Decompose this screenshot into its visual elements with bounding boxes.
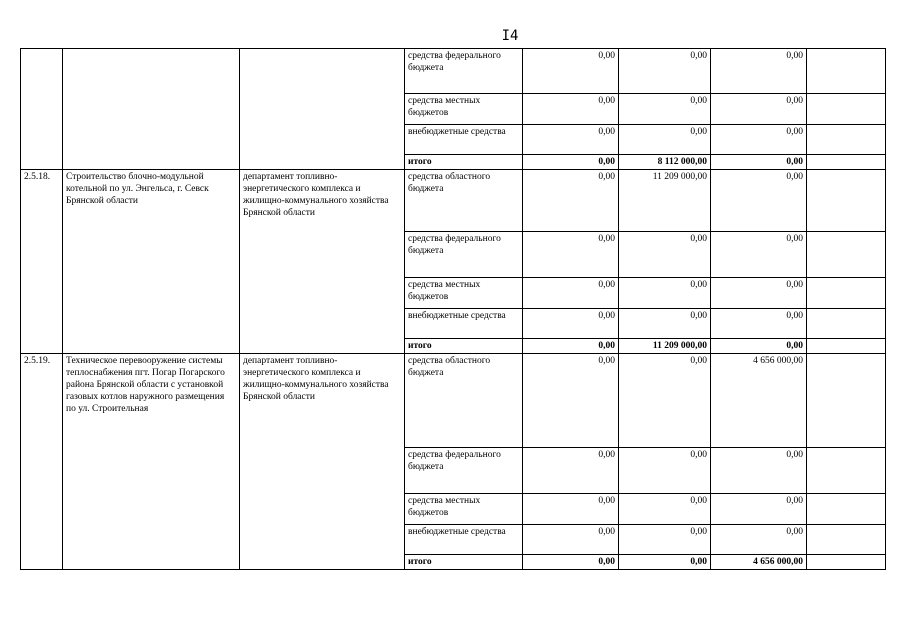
value-cell: 8 112 000,00 — [619, 155, 711, 170]
source-cell: средства местных бюджетов — [405, 278, 523, 309]
executor-cell: департамент топливно-энергетического комплекса и жилищно-коммунального хозяйства Брянской области — [240, 170, 405, 354]
source-cell: средства местных бюджетов — [405, 494, 523, 525]
value-cell: 0,00 — [619, 278, 711, 309]
code-cell — [21, 49, 63, 170]
empty-cell — [807, 494, 886, 525]
source-cell: итого — [405, 555, 523, 570]
empty-cell — [807, 232, 886, 278]
value-cell: 4 656 000,00 — [711, 354, 807, 448]
value-cell: 0,00 — [523, 94, 619, 125]
empty-cell — [807, 49, 886, 94]
value-cell: 0,00 — [711, 339, 807, 354]
empty-cell — [807, 339, 886, 354]
source-cell: средства федерального бюджета — [405, 232, 523, 278]
table-row — [21, 49, 886, 94]
executor-cell: департамент топливно-энергетического комплекса и жилищно-коммунального хозяйства Брянской области — [240, 354, 405, 570]
value-cell: 0,00 — [523, 494, 619, 525]
source-cell: итого — [405, 339, 523, 354]
budget-table — [20, 48, 886, 570]
value-cell: 0,00 — [523, 309, 619, 339]
empty-cell — [807, 525, 886, 555]
value-cell: 0,00 — [523, 525, 619, 555]
value-cell: 0,00 — [711, 170, 807, 232]
source-cell: внебюджетные средства — [405, 309, 523, 339]
value-cell: 0,00 — [711, 448, 807, 494]
empty-cell — [807, 125, 886, 155]
value-cell: 0,00 — [523, 448, 619, 494]
code-cell: 2.5.18. — [21, 170, 63, 354]
value-cell: 0,00 — [523, 155, 619, 170]
value-cell: 0,00 — [619, 125, 711, 155]
executor-cell — [240, 49, 405, 170]
value-cell: 0,00 — [523, 555, 619, 570]
value-cell: 0,00 — [711, 49, 807, 94]
value-cell: 0,00 — [711, 94, 807, 125]
empty-cell — [807, 555, 886, 570]
empty-cell — [807, 278, 886, 309]
value-cell: 0,00 — [711, 309, 807, 339]
value-cell: 0,00 — [523, 278, 619, 309]
empty-cell — [807, 309, 886, 339]
source-cell: внебюджетные средства — [405, 125, 523, 155]
value-cell: 0,00 — [523, 354, 619, 448]
value-cell: 0,00 — [523, 49, 619, 94]
page-number: I4 — [501, 28, 519, 44]
source-cell: средства федерального бюджета — [405, 49, 523, 94]
value-cell: 0,00 — [711, 155, 807, 170]
code-cell: 2.5.19. — [21, 354, 63, 570]
value-cell: 0,00 — [619, 354, 711, 448]
name-cell: Техническое перевооружение системы теплоснабжения пгт. Погар Погарского района Брянской области с установкой газовых котлов наружного размещения по ул. Строительная — [63, 354, 240, 570]
name-cell: Строительство блочно-модульной котельной по ул. Энгельса, г. Севск Брянской области — [63, 170, 240, 354]
value-cell: 0,00 — [523, 170, 619, 232]
value-cell: 4 656 000,00 — [711, 555, 807, 570]
value-cell: 0,00 — [619, 494, 711, 525]
empty-cell — [807, 94, 886, 125]
value-cell: 11 209 000,00 — [619, 170, 711, 232]
source-cell: внебюджетные средства — [405, 525, 523, 555]
value-cell: 0,00 — [523, 339, 619, 354]
empty-cell — [807, 155, 886, 170]
value-cell: 0,00 — [619, 525, 711, 555]
value-cell: 0,00 — [619, 94, 711, 125]
source-cell: средства областного бюджета — [405, 170, 523, 232]
table-row — [21, 170, 886, 232]
value-cell: 0,00 — [619, 555, 711, 570]
source-cell: средства федерального бюджета — [405, 448, 523, 494]
value-cell: 0,00 — [619, 232, 711, 278]
table-row — [21, 354, 886, 448]
value-cell: 11 209 000,00 — [619, 339, 711, 354]
value-cell: 0,00 — [711, 494, 807, 525]
value-cell: 0,00 — [523, 125, 619, 155]
value-cell: 0,00 — [711, 232, 807, 278]
value-cell: 0,00 — [523, 232, 619, 278]
value-cell: 0,00 — [711, 125, 807, 155]
value-cell: 0,00 — [619, 49, 711, 94]
empty-cell — [807, 354, 886, 448]
value-cell: 0,00 — [619, 309, 711, 339]
value-cell: 0,00 — [619, 448, 711, 494]
source-cell: итого — [405, 155, 523, 170]
empty-cell — [807, 448, 886, 494]
empty-cell — [807, 170, 886, 232]
value-cell: 0,00 — [711, 278, 807, 309]
name-cell — [63, 49, 240, 170]
value-cell: 0,00 — [711, 525, 807, 555]
source-cell: средства местных бюджетов — [405, 94, 523, 125]
source-cell: средства областного бюджета — [405, 354, 523, 448]
